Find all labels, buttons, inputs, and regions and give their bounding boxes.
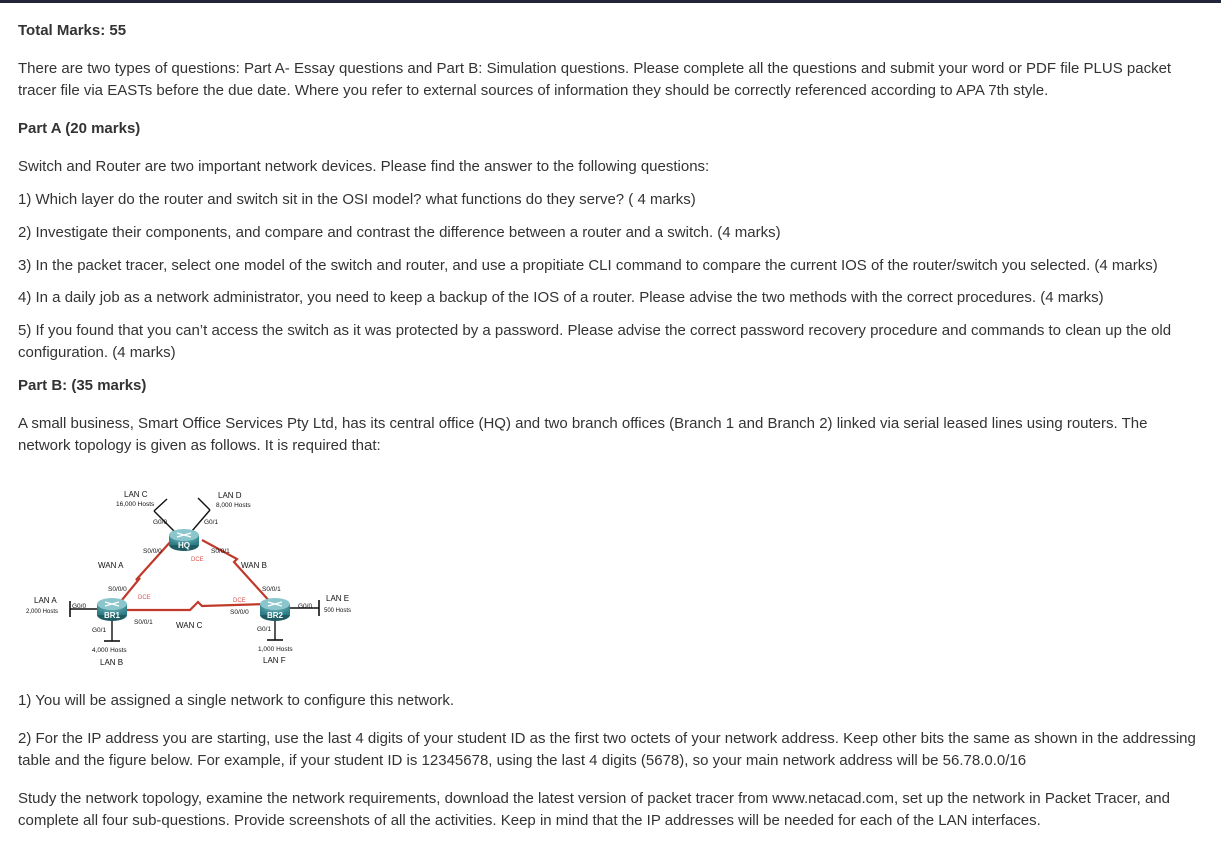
part-b-item-1: 1) You will be assigned a single network to configure this network. bbox=[18, 692, 455, 709]
br2-g01-label: G0/1 bbox=[257, 626, 272, 633]
intro-paragraph: There are two types of questions: Part A- Essay questions and Part B: Simulation questions. Please complete all the questions and submit your word or PDF file PLUS packet tracer file via EASTs before the due date. Where you refer to external sources of information they should be correctly referenced according to APA 7th style. bbox=[18, 60, 1172, 99]
part-a-question-2: 2) Investigate their components, and compare and contrast the difference between a router and a switch. (4 marks) bbox=[18, 224, 781, 241]
wan-b-label: WAN B bbox=[241, 561, 267, 570]
router-br1-label: BR1 bbox=[104, 611, 121, 620]
lan-f-hosts: 1,000 Hosts bbox=[258, 646, 293, 653]
lan-d-hosts: 8,000 Hosts bbox=[216, 502, 251, 509]
router-hq-label: HQ bbox=[178, 541, 190, 550]
network-topology-diagram bbox=[22, 484, 362, 674]
part-b-lead: A small business, Smart Office Services Pty Ltd, has its central office (HQ) and two branch offices (Branch 1 and Branch 2) linked via serial leased lines using routers. The network topology is given as follows. It is required that: bbox=[18, 415, 1148, 454]
top-bar bbox=[0, 0, 1221, 3]
br1-s000-label: S0/0/0 bbox=[108, 586, 127, 593]
part-a-question-1: 1) Which layer do the router and switch sit in the OSI model? what functions do they serve? ( 4 marks) bbox=[18, 191, 696, 208]
part-b-item-2: 2) For the IP address you are starting, use the last 4 digits of your student ID as the first two octets of your network address. Keep other bits the same as shown in the addressing table and the figure below. For example, if your student ID is 12345678, using the last 4 digits (5678), so your main network address will be 56.78.0.0/16 bbox=[18, 730, 1196, 769]
lan-c-drop bbox=[154, 499, 167, 511]
hq-s001-label: S0/0/1 bbox=[211, 548, 230, 555]
part-a-lead: Switch and Router are two important network devices. Please find the answer to the following questions: bbox=[18, 158, 710, 175]
lan-e-name: LAN E bbox=[326, 594, 350, 603]
part-a-title: Part A (20 marks) bbox=[18, 120, 141, 137]
br2-s001-label: S0/0/1 bbox=[262, 586, 281, 593]
part-a-question-3: 3) In the packet tracer, select one model of the switch and router, and use a propitiate CLI command to compare the current IOS of the router/switch you selected. (4 marks) bbox=[18, 257, 1158, 274]
hq-g00-label: G0/0 bbox=[153, 519, 168, 526]
br2-s000-label: S0/0/0 bbox=[230, 609, 249, 616]
lan-f-name: LAN F bbox=[263, 656, 286, 665]
br1-g00-label: G0/0 bbox=[72, 603, 87, 610]
wan-a-label: WAN A bbox=[98, 561, 124, 570]
topology-svg bbox=[22, 484, 362, 674]
lan-d-name: LAN D bbox=[218, 491, 242, 500]
br1-dce-label: DCE bbox=[138, 595, 151, 601]
hq-s000-label: S0/0/0 bbox=[143, 548, 162, 555]
total-marks-heading: Total Marks: 55 bbox=[18, 22, 127, 39]
hq-dce-label: DCE bbox=[191, 557, 204, 563]
br1-g01-label: G0/1 bbox=[92, 627, 107, 634]
lan-e-hosts: 500 Hosts bbox=[324, 608, 352, 614]
hq-g01-label: G0/1 bbox=[204, 519, 219, 526]
part-b-closing: Study the network topology, examine the network requirements, download the latest version of packet tracer from www.netacad.com, set up the network in Packet Tracer, and complete all four sub-questions. Provide screenshots of all the activities. Keep in mind that the IP addresses will be needed for each of the LAN interfaces. bbox=[18, 790, 1170, 829]
wan-c-label: WAN C bbox=[176, 621, 203, 630]
lan-b-name: LAN B bbox=[100, 658, 124, 667]
lan-c-hosts: 16,000 Hosts bbox=[116, 501, 155, 508]
part-a-question-5: 5) If you found that you can’t access the switch as it was protected by a password. Please advise the correct password recovery procedure and commands to clean up the old configuration. (4 marks) bbox=[18, 322, 1172, 361]
lan-c-name: LAN C bbox=[124, 490, 148, 499]
br2-dce-label: DCE bbox=[233, 598, 246, 604]
br2-g00-label: G0/0 bbox=[298, 603, 313, 610]
lan-d-drop bbox=[198, 498, 210, 510]
part-b-title: Part B: (35 marks) bbox=[18, 377, 147, 394]
br1-s001-label: S0/0/1 bbox=[134, 619, 153, 626]
lan-a-name: LAN A bbox=[34, 596, 57, 605]
router-br2-label: BR2 bbox=[267, 611, 284, 620]
part-a-question-4: 4) In a daily job as a network administrator, you need to keep a backup of the IOS of a router. Please advise the two methods with the correct procedures. (4 marks) bbox=[18, 289, 1104, 306]
lan-b-hosts: 4,000 Hosts bbox=[92, 647, 127, 654]
lan-a-hosts: 2,000 Hosts bbox=[26, 609, 59, 615]
